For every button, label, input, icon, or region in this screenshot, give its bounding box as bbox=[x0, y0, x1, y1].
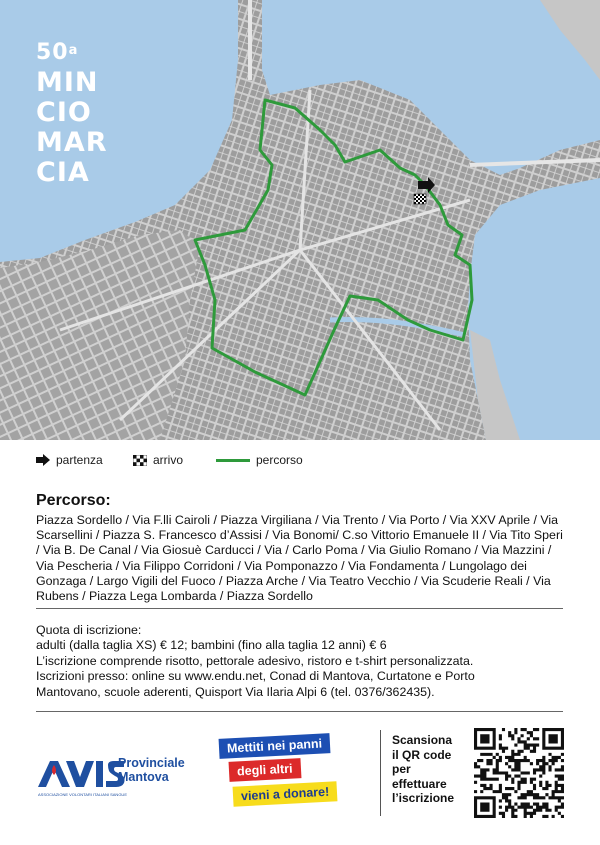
legend-route-label: percorso bbox=[256, 453, 303, 467]
qr-separator bbox=[380, 730, 381, 816]
registration-includes: L’iscrizione comprende risotto, pettorale adesivo, ristoro e t-shirt personalizzata. bbox=[36, 653, 474, 668]
qr-line-1: Scansiona bbox=[392, 733, 453, 747]
route-heading: Percorso: bbox=[36, 492, 111, 509]
route-description: Piazza Sordello / Via F.lli Cairoli / Piazza Virgiliana / Via Trento / Via Porto / Via XXV Aprile / Via Scarsellini / Piazza S. Francesco d’Assisi / Via Bonomi/ C.so Vittorio Emanuele II / Via Tito Speri / Via B. De Canal / Via Giosuè Carducci / Via / Carlo Poma / Via Giulio Romano / Via Mazzini / Via Pescheria / Via Filippo Corridoni / Via Pomponazzo / Via Fondamenta / Lungolago dei Gonzaga / Largo Vigili del Fuoco / Piazza Arche / Via Teatro Vecchio / Via Scuderie Reali / Via Rubens / Piazza Lega Lombarda / Piazza Sordello bbox=[36, 513, 563, 604]
qr-instructions bbox=[392, 733, 454, 806]
avis-provincial-line1: Provinciale bbox=[118, 756, 185, 770]
divider-bottom bbox=[36, 711, 563, 712]
qr-line-2: il QR code bbox=[392, 747, 452, 762]
slogan-line-2: degli altri bbox=[229, 758, 302, 782]
title-line-3: MAR bbox=[36, 127, 108, 158]
checkered-flag-icon bbox=[133, 455, 147, 466]
registration-heading: Quota di iscrizione: bbox=[36, 623, 142, 637]
event-title bbox=[36, 38, 108, 188]
route-swatch bbox=[216, 459, 250, 462]
registration-info bbox=[36, 623, 576, 700]
slogan-line-3: vieni a donare! bbox=[233, 781, 338, 806]
qr-line-5: l’iscrizione bbox=[392, 791, 455, 806]
edition-number: 50$^a$ bbox=[36, 40, 79, 65]
map-legend bbox=[36, 453, 576, 473]
registration-qr-code[interactable] bbox=[474, 728, 564, 818]
legend-start-label: partenza bbox=[56, 453, 103, 467]
legend-route bbox=[216, 453, 303, 467]
arrow-right-icon bbox=[36, 454, 50, 466]
title-line-1: MIN bbox=[36, 67, 99, 98]
title-line-2: CIO bbox=[36, 97, 92, 128]
divider-top bbox=[36, 608, 563, 609]
legend-start bbox=[36, 453, 103, 467]
legend-finish-label: arrivo bbox=[153, 453, 184, 467]
avis-tagline: ASSOCIAZIONE VOLONTARI ITALIANI SANGUE bbox=[38, 792, 127, 797]
registration-prices: adulti (dalla taglia XS) € 12; bambini (fino alla taglia 12 anni) € 6 bbox=[36, 638, 387, 653]
registration-where-1: Iscrizioni presso: online su www.endu.net, Conad di Mantova, Curtatone e Porto bbox=[36, 669, 475, 684]
slogan-line-1: Mettiti nei panni bbox=[219, 733, 331, 759]
title-line-4: CIA bbox=[36, 157, 90, 188]
registration-where-2: Mantovano, scuole aderenti, Quisport Via Ilaria Alpi 6 (tel. 0376/362435). bbox=[36, 684, 435, 699]
finish-flag-icon bbox=[414, 194, 426, 204]
avis-provincial-line2: Mantova bbox=[118, 770, 169, 784]
qr-line-4: effettuare bbox=[392, 776, 447, 791]
legend-finish bbox=[133, 453, 183, 467]
avis-provincial bbox=[118, 756, 185, 784]
qr-line-3: per bbox=[392, 762, 411, 777]
